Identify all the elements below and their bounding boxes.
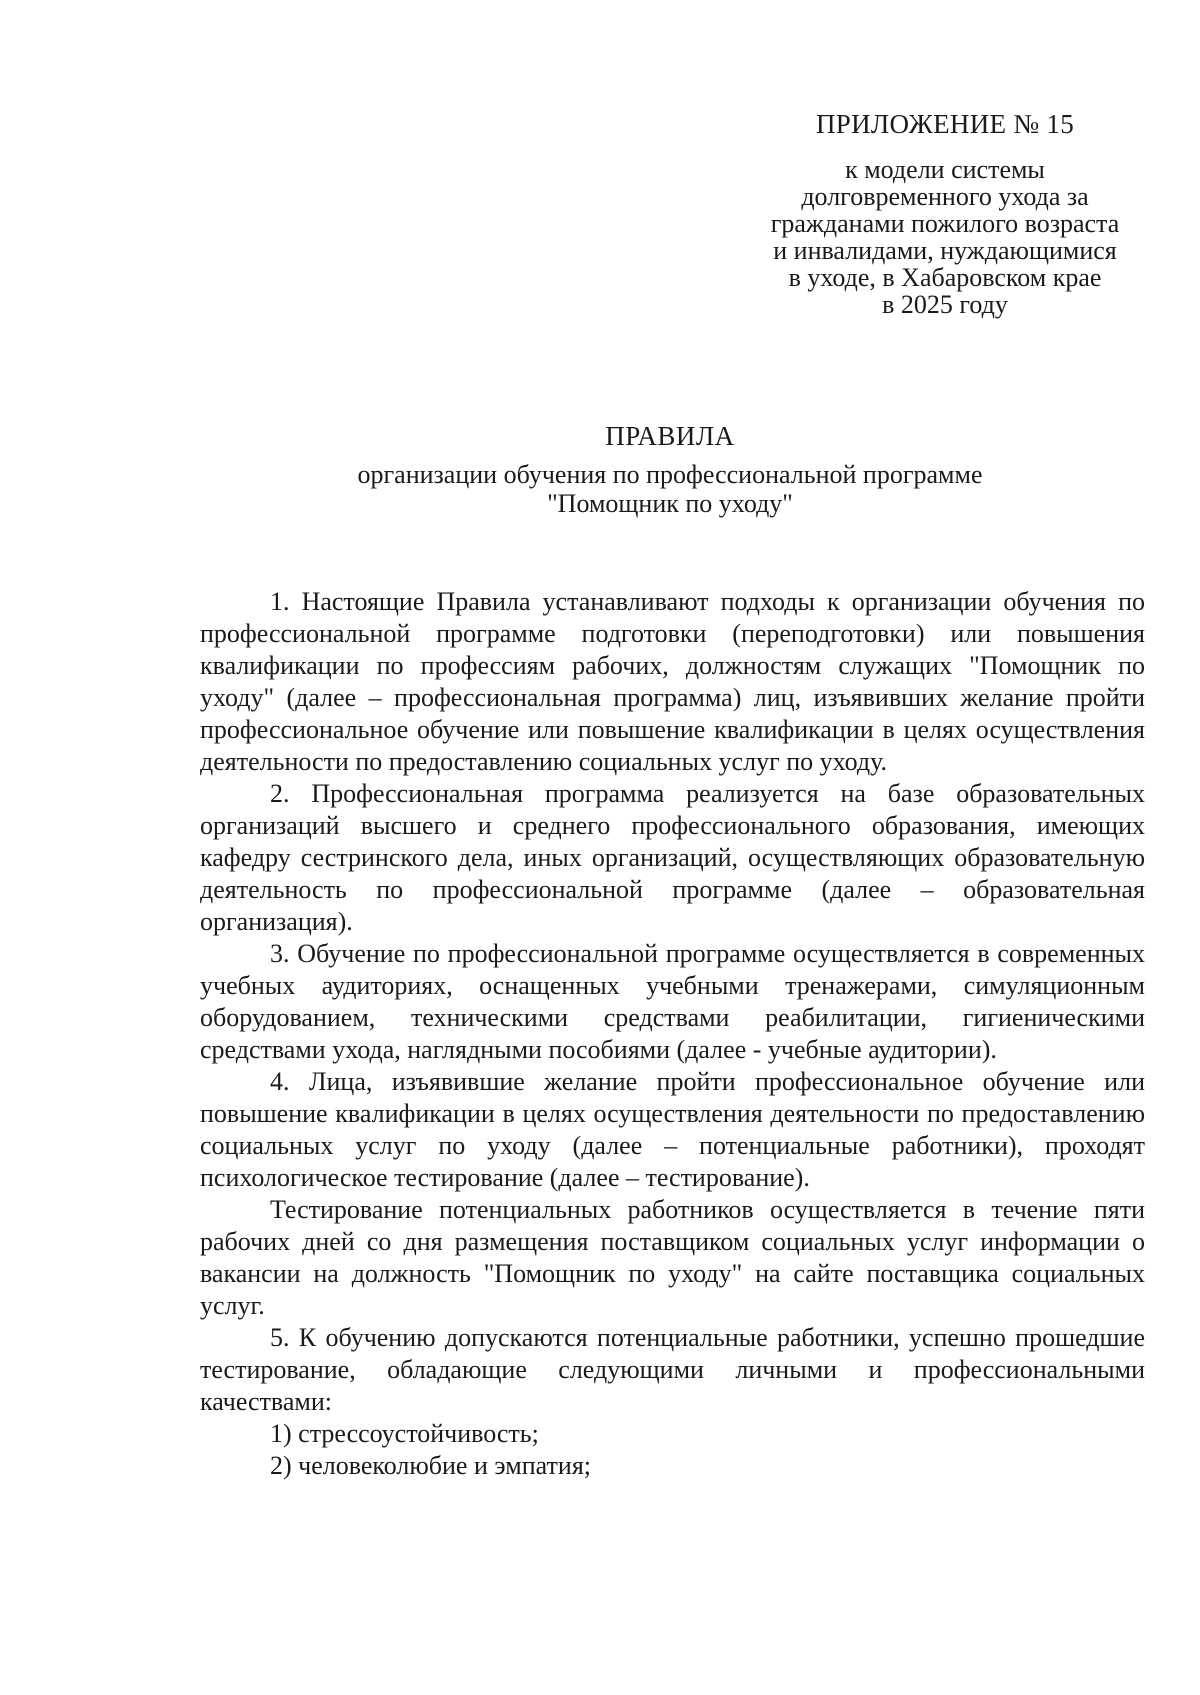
paragraph-2: 2. Профессиональная программа реализуется на базе образовательных организаций высшего и среднего профессионального образования, имеющих кафедру сестринского дела, иных организаций, осуществляющих образовательную деятельность по профессиональной программе (далее – образовательная организация). (200, 779, 1145, 936)
paragraph-4: 4. Лица, изъявившие желание пройти профессиональное обучение или повышение квалификации в целях осуществления деятельности по предоставлению социальных услуг по уходу (далее – потенциальные работники), проходят психологическое тестирование (далее – тестирование). (200, 1067, 1145, 1192)
document-subtitle-line: "Помощник по уходу" (547, 489, 793, 518)
paragraph-3: 3. Обучение по профессиональной программе осуществляется в современных учебных аудиториях, оснащенных учебными тренажерами, симуляционным оборудованием, техническими средствами реабилитации, гигиеническими средствами ухода, наглядными пособиями (далее - учебные аудитории). (200, 939, 1145, 1064)
appendix-subtitle-line: гражданами пожилого возраста (770, 209, 1120, 238)
appendix-subtitle (735, 156, 1155, 318)
list-item: 1) стрессоустойчивость; (270, 1419, 539, 1448)
list-item: 2) человеколюбие и эмпатия; (270, 1451, 592, 1480)
appendix-title: ПРИЛОЖЕНИЕ № 15 (815, 109, 1075, 139)
appendix-subtitle-line: в уходе, в Хабаровском крае (788, 263, 1102, 292)
appendix-header (735, 106, 1155, 318)
document-subtitle (0, 460, 1200, 518)
appendix-subtitle-line: долговременного ухода за (801, 182, 1089, 211)
paragraph-1: 1. Настоящие Правила устанавливают подходы к организации обучения по профессиональной программе подготовки (переподготовки) или повышения квалификации по профессиям рабочих, должностям служащих "Помощник по уходу" (далее – профессиональная программа) лиц, изъявивших желание пройти профессиональное обучение или повышение квалификации в целях осуществления деятельности по предоставлению социальных услуг по уходу. (200, 587, 1145, 776)
document-body (200, 586, 1145, 1482)
paragraph-5: 5. К обучению допускаются потенциальные работники, успешно прошедшие тестирование, обладающие следующими личными и профессиональными качествами: (200, 1323, 1145, 1416)
document-subtitle-line: организации обучения по профессиональной программе (357, 460, 983, 489)
paragraph-4-continued: Тестирование потенциальных работников осуществляется в течение пяти рабочих дней со дня размещения поставщиком социальных услуг информации о вакансии на должность "Помощник по уходу" на сайте поставщика социальных услуг. (200, 1195, 1145, 1320)
appendix-subtitle-line: к модели системы (845, 155, 1045, 184)
appendix-subtitle-line: и инвалидами, нуждающимися (773, 236, 1117, 265)
document-title: ПРАВИЛА (605, 421, 735, 451)
appendix-subtitle-line: в 2025 году (882, 290, 1008, 319)
